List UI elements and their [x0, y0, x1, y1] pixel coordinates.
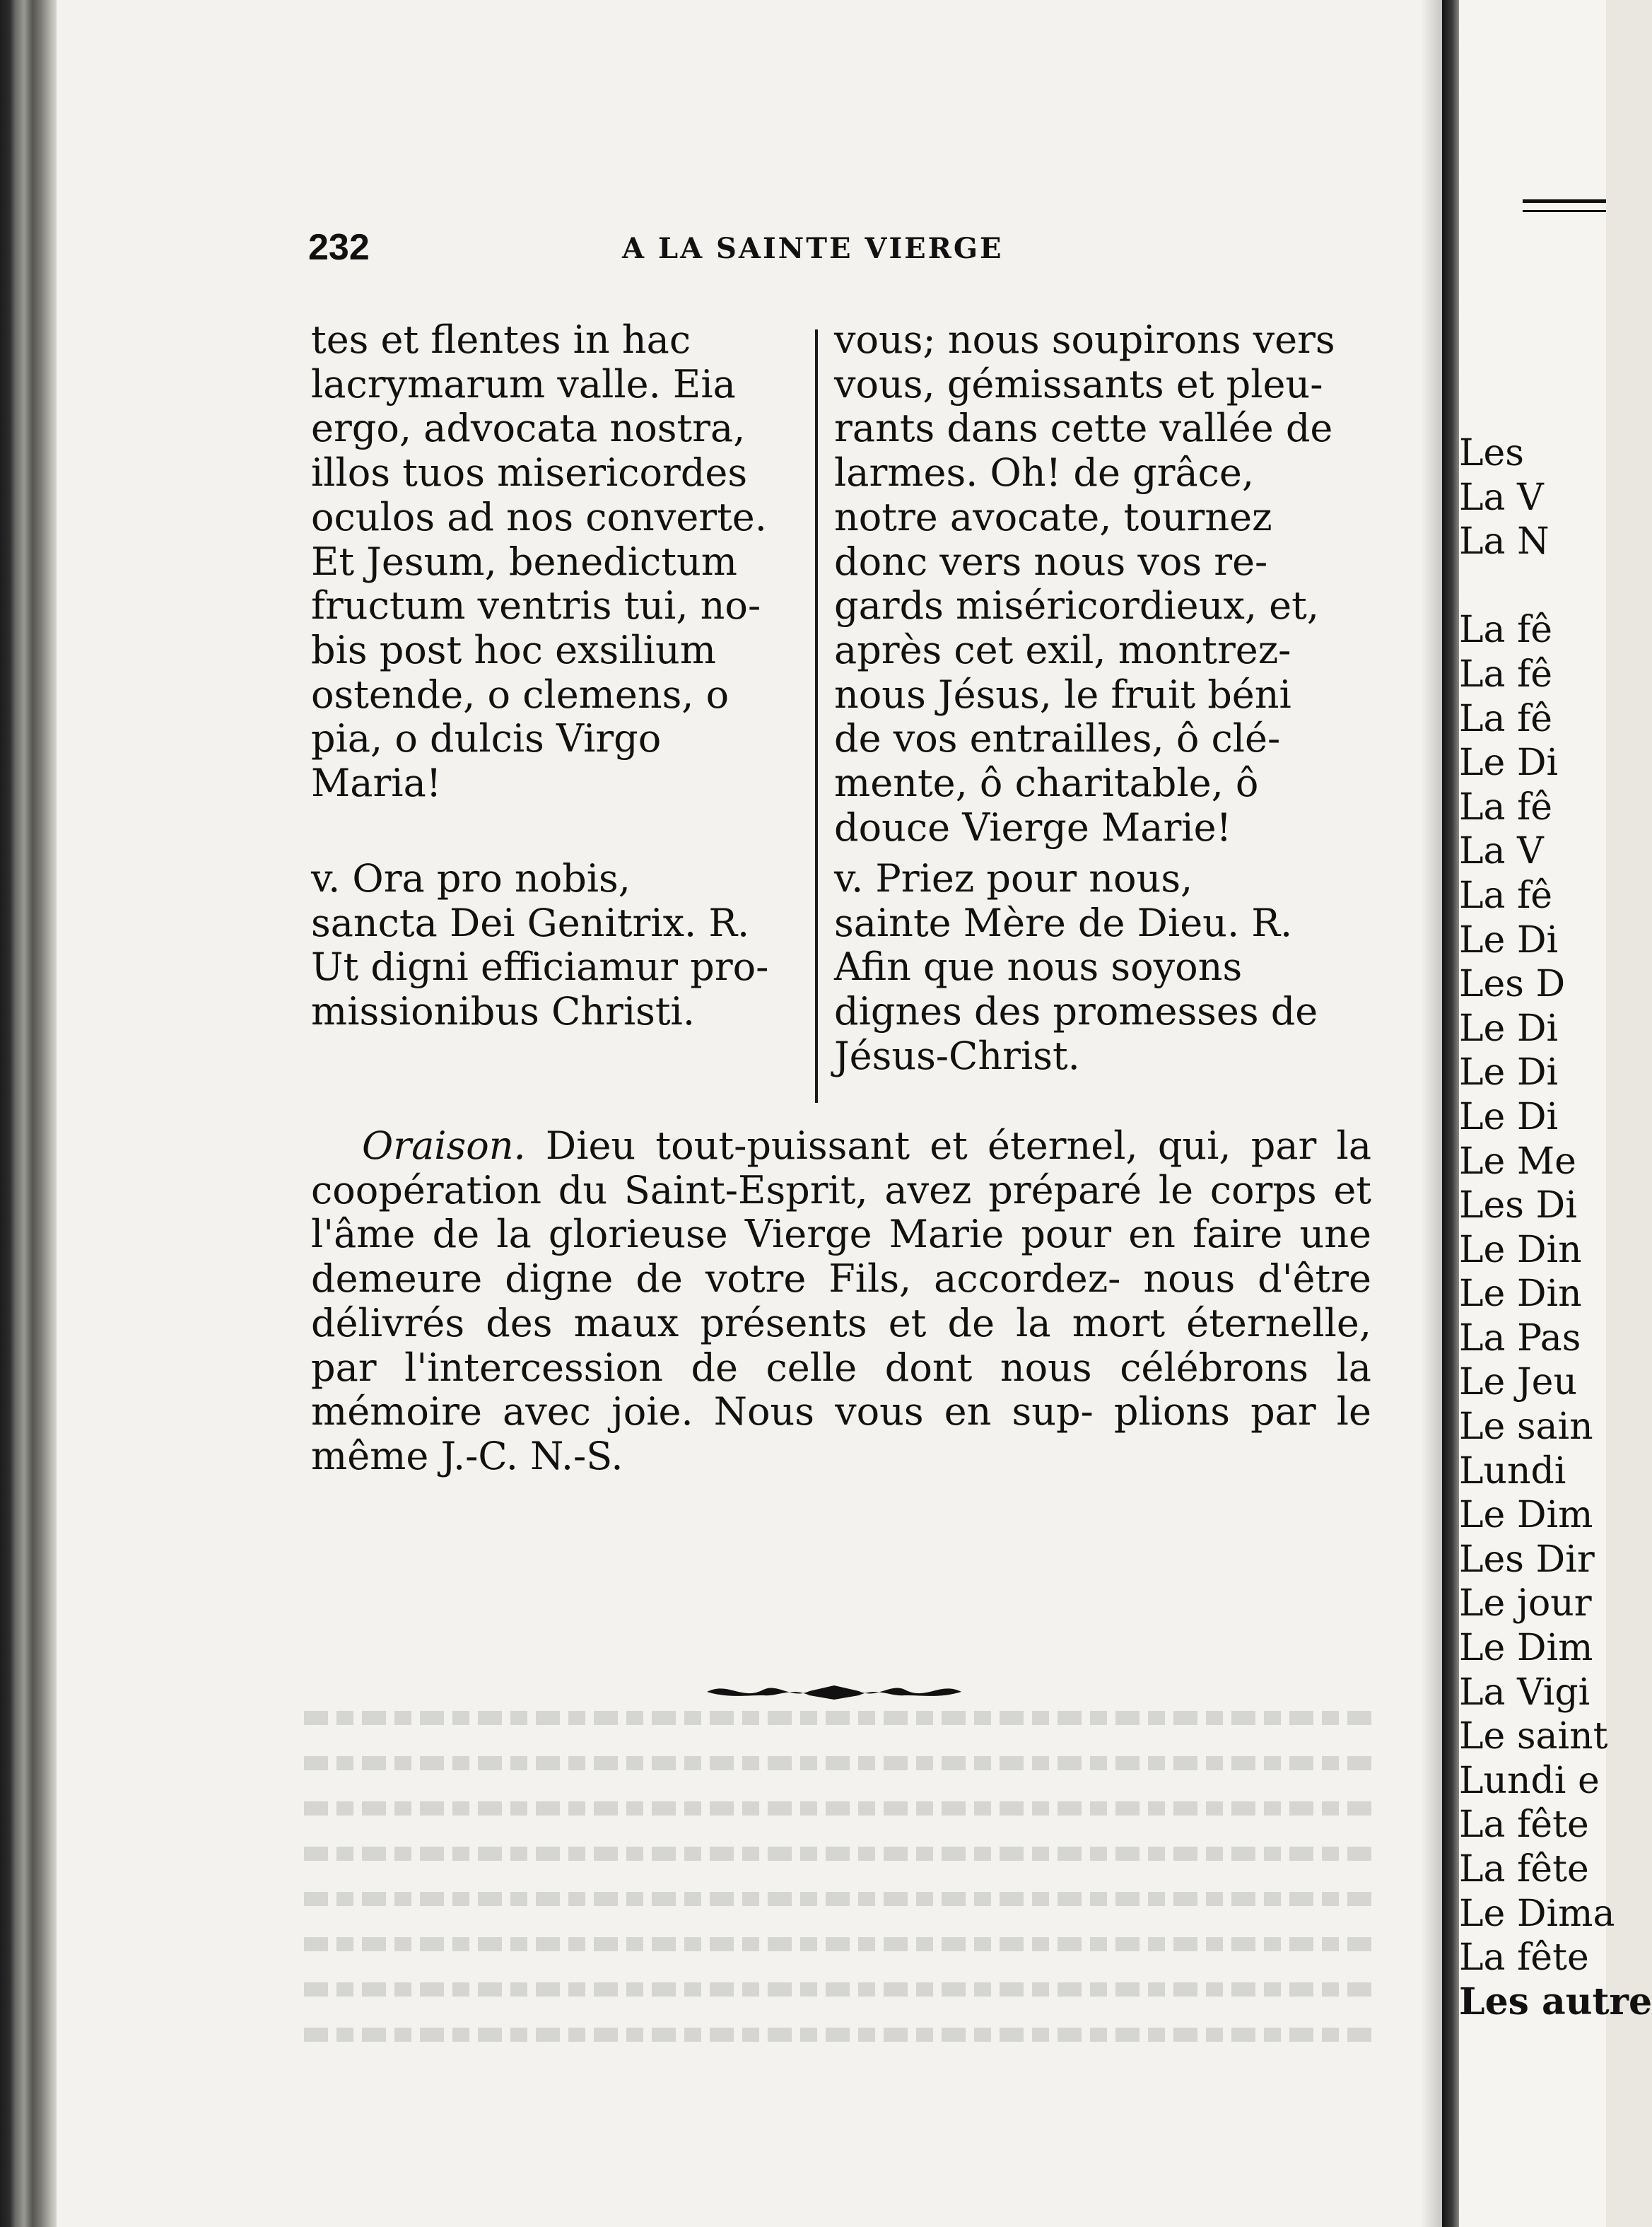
latin-line: ostende, o clemens, o: [311, 672, 730, 717]
facing-page-line: La fê: [1459, 697, 1553, 740]
facing-page-line: Le Di: [1459, 1095, 1559, 1138]
facing-page-line: La fê: [1459, 609, 1553, 652]
french-line: gards miséricordieux, et,: [834, 583, 1319, 629]
french-line: douce Vierge Marie!: [834, 805, 1232, 850]
french-versicle-line: Jésus-Christ.: [834, 1033, 1080, 1078]
ornament-fleuron: [707, 1681, 961, 1702]
book-gutter: [1442, 0, 1459, 2227]
facing-page-line: La fête: [1459, 1804, 1589, 1847]
facing-page-line: Le Din: [1459, 1273, 1582, 1316]
facing-page-line: [1459, 564, 1652, 609]
facing-page-line: La V: [1459, 830, 1544, 873]
running-head: A LA SAINTE VIERGE: [622, 232, 1004, 265]
facing-page-line: La V: [1459, 476, 1544, 519]
facing-page-line: La fê: [1459, 874, 1553, 917]
facing-page-line: Le jour: [1459, 1582, 1592, 1625]
latin-versicle-line: missionibus Christi.: [311, 989, 695, 1034]
oraison-line: nous d'être délivrés des maux présents et de la: [311, 1256, 1371, 1345]
facing-page-line: Le Di: [1459, 742, 1559, 785]
facing-page-line: Le Di: [1459, 1051, 1559, 1094]
latin-line: fructum ventris tui, no-: [311, 583, 761, 629]
facing-page-line: Lundi e: [1459, 1759, 1600, 1802]
latin-versicle: [311, 857, 799, 1034]
facing-page-line: Les D: [1459, 963, 1566, 1006]
french-versicle: [834, 857, 1371, 1079]
facing-page-line: La fête: [1459, 1848, 1589, 1890]
facing-page-line: Le Dim: [1459, 1494, 1593, 1537]
facing-page-line: Lundi: [1459, 1449, 1566, 1492]
facing-page-line: Le Di: [1459, 918, 1559, 961]
facing-page-line: La N: [1459, 520, 1550, 563]
latin-versicle-line: Ut digni efficiamur pro-: [311, 945, 769, 990]
facing-page-line: Les Di: [1459, 1184, 1577, 1227]
facing-page-line: Le sain: [1459, 1405, 1593, 1449]
facing-page-list: [1459, 431, 1652, 2024]
oraison-line: plions par le même J.-C. N.-S.: [311, 1389, 1371, 1478]
french-line: rants dans cette vallée de: [834, 406, 1333, 451]
latin-line: lacrymarum valle. Eia: [311, 361, 736, 407]
latin-column: [311, 318, 799, 806]
facing-page-line: Le Dim: [1459, 1627, 1593, 1670]
latin-line: tes et flentes in hac: [311, 317, 691, 362]
page-number: 232: [308, 227, 370, 268]
facing-page-line: La fê: [1459, 653, 1553, 696]
french-line: de vos entrailles, ô clé-: [834, 716, 1281, 761]
oraison-paragraph: [311, 1124, 1371, 1479]
french-line: vous; nous soupirons vers: [834, 317, 1335, 362]
facing-page-line: Le saint: [1459, 1715, 1608, 1758]
french-line: donc vers nous vos re-: [834, 539, 1268, 584]
latin-line: Maria!: [311, 761, 442, 806]
latin-line: illos tuos misericordes: [311, 450, 748, 496]
french-line: notre avocate, tournez: [834, 494, 1272, 539]
oraison-line: corps et l'âme de la glorieuse Vierge Marie pour: [311, 1167, 1372, 1257]
facing-page-line: Le Jeu: [1459, 1361, 1577, 1404]
facing-page-line: Les Dir: [1459, 1538, 1595, 1581]
bleed-through-text: [304, 1711, 1371, 2079]
facing-page-line: La fête: [1459, 1936, 1589, 1980]
facing-page-line: La Pas: [1459, 1316, 1581, 1360]
french-line: larmes. Oh! de grâce,: [834, 450, 1255, 496]
facing-page-line: Les: [1459, 432, 1524, 474]
oraison-line: Dieu tout-puissant et éternel, qui, par: [545, 1123, 1317, 1168]
facing-page-line: Les autre: [1459, 1980, 1652, 2023]
facing-page-line: Le Dima: [1459, 1892, 1615, 1935]
facing-page-line: La Vigi: [1459, 1671, 1591, 1714]
oraison-line: en faire une demeure digne de votre Fils, accordez-: [311, 1212, 1371, 1302]
oraison-line: célébrons la mémoire avec joie. Nous vous en sup-: [311, 1345, 1371, 1434]
french-line: nous Jésus, le fruit béni: [834, 672, 1291, 717]
latin-line: bis post hoc exsilium: [311, 627, 716, 672]
latin-line: Et Jesum, benedictum: [311, 539, 737, 584]
book-binding: [0, 0, 57, 2227]
facing-page: [1459, 0, 1652, 2227]
french-versicle-line: Afin que nous soyons: [834, 945, 1243, 990]
facing-page-rule: [1523, 199, 1606, 212]
facing-page-line: La fê: [1459, 785, 1553, 829]
latin-versicle-line: sancta Dei Genitrix. R.: [311, 900, 750, 945]
latin-line: pia, o dulcis Virgo: [311, 716, 662, 761]
oraison-label: Oraison.: [362, 1123, 526, 1168]
french-versicle-line: v. Priez pour nous,: [834, 856, 1193, 901]
column-divider: [815, 329, 818, 1103]
french-line: mente, ô charitable, ô: [834, 761, 1259, 806]
facing-page-line: Le Me: [1459, 1140, 1576, 1183]
facing-page-line: Le Din: [1459, 1228, 1582, 1271]
french-column: [834, 318, 1371, 850]
french-versicle-line: sainte Mère de Dieu. R.: [834, 900, 1293, 945]
french-line: après cet exil, montrez-: [834, 627, 1291, 672]
french-versicle-line: dignes des promesses de: [834, 989, 1318, 1034]
latin-line: ergo, advocata nostra,: [311, 406, 746, 451]
french-line: vous, gémissants et pleu-: [834, 361, 1323, 407]
oraison-line: mort éternelle, par l'intercession de celle dont nous: [311, 1300, 1371, 1390]
facing-page-line: Le Di: [1459, 1007, 1559, 1050]
latin-versicle-line: v. Ora pro nobis,: [311, 856, 631, 901]
oraison-line: la coopération du Saint-Esprit, avez préparé le: [311, 1123, 1372, 1212]
latin-line: oculos ad nos converte.: [311, 494, 767, 539]
